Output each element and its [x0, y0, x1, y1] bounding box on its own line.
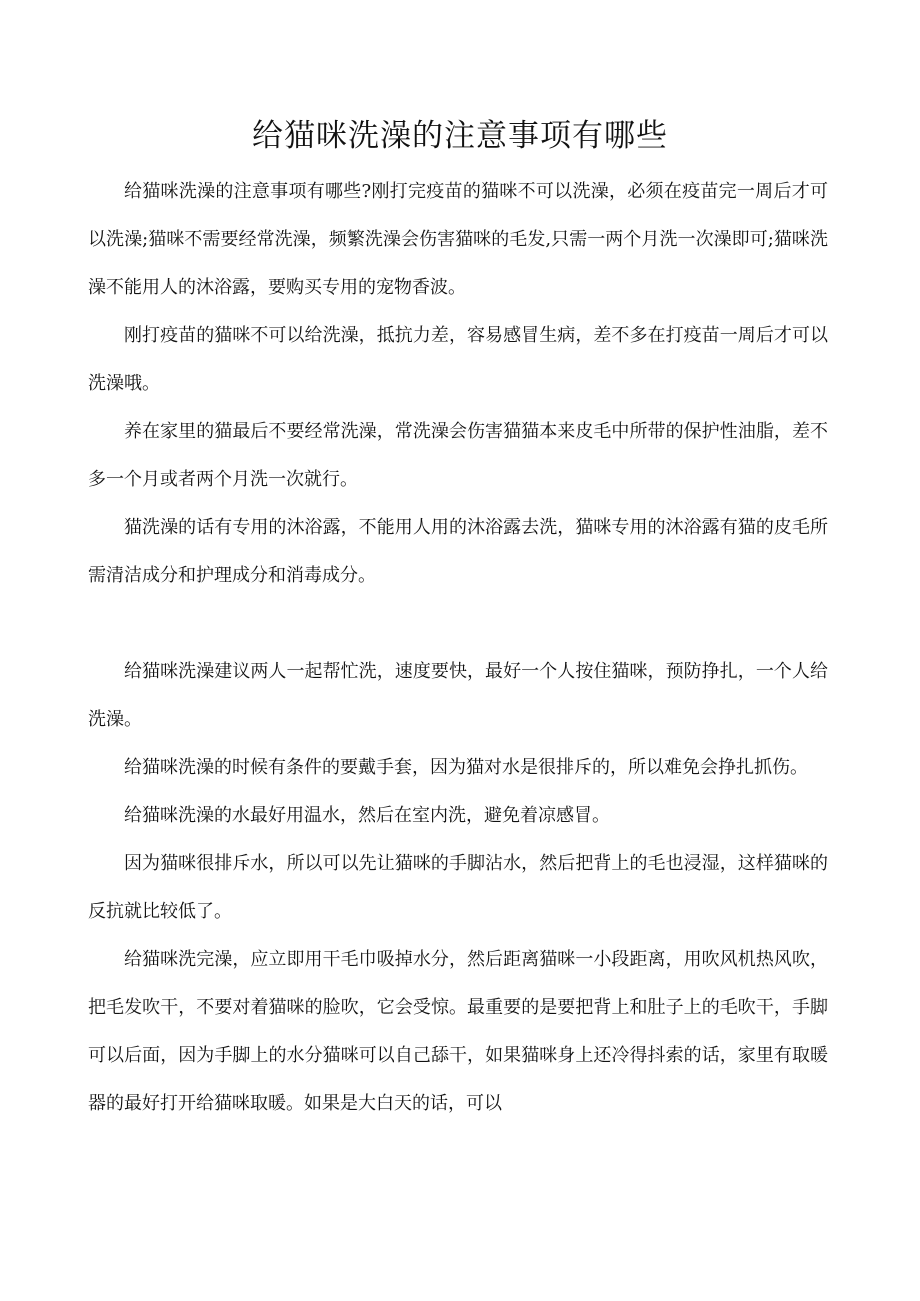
paragraph-two-people: 给猫咪洗澡建议两人一起帮忙洗，速度要快，最好一个人按住猫咪，预防挣扎，一个人给洗澡。	[88, 661, 828, 730]
paragraph-after-vaccine: 刚打疫苗的猫咪不可以给洗澡，抵抗力差，容易感冒生病，差不多在打疫苗一周后才可以洗澡哦。	[88, 325, 828, 394]
document-body	[88, 168, 828, 1128]
paragraph-gap	[88, 600, 828, 648]
paragraph-warm-water: 给猫咪洗澡的水最好用温水，然后在室内洗，避免着凉感冒。	[124, 805, 610, 826]
paragraph-vaccine-summary: 给猫咪洗澡的注意事项有哪些?刚打完疫苗的猫咪不可以洗澡，必须在疫苗完一周后才可以洗澡;猫咪不需要经常洗澡，频繁洗澡会伤害猫咪的毛发,只需一两个月洗一次澡即可;猫咪洗澡不能用人的沐浴露，要购买专用的宠物香波。	[88, 181, 828, 298]
document-title: 给猫咪洗澡的注意事项有哪些	[252, 118, 668, 154]
paragraph-bath-frequency: 养在家里的猫最后不要经常洗澡，常洗澡会伤害猫猫本来皮毛中所带的保护性油脂，差不多一个月或者两个月洗一次就行。	[88, 421, 828, 490]
paragraph-wet-feet-first: 因为猫咪很排斥水，所以可以先让猫咪的手脚沾水，然后把背上的毛也浸湿，这样猫咪的反抗就比较低了。	[88, 853, 828, 922]
paragraph-special-shampoo: 猫洗澡的话有专用的沐浴露，不能用人用的沐浴露去洗，猫咪专用的沐浴露有猫的皮毛所需清洁成分和护理成分和消毒成分。	[88, 517, 828, 586]
paragraph-drying: 给猫咪洗完澡，应立即用干毛巾吸掉水分，然后距离猫咪一小段距离，用吹风机热风吹，把毛发吹干，不要对着猫咪的脸吹，它会受惊。最重要的是要把背上和肚子上的毛吹干，手脚可以后面，因为手脚上的水分猫咪可以自己舔干，如果猫咪身上还冷得抖索的话，家里有取暖器的最好打开给猫咪取暖。如果是大白天的话，可以	[88, 949, 828, 1114]
paragraph-wear-gloves: 给猫咪洗澡的时候有条件的要戴手套，因为猫对水是很排斥的，所以难免会挣扎抓伤。	[124, 757, 808, 778]
